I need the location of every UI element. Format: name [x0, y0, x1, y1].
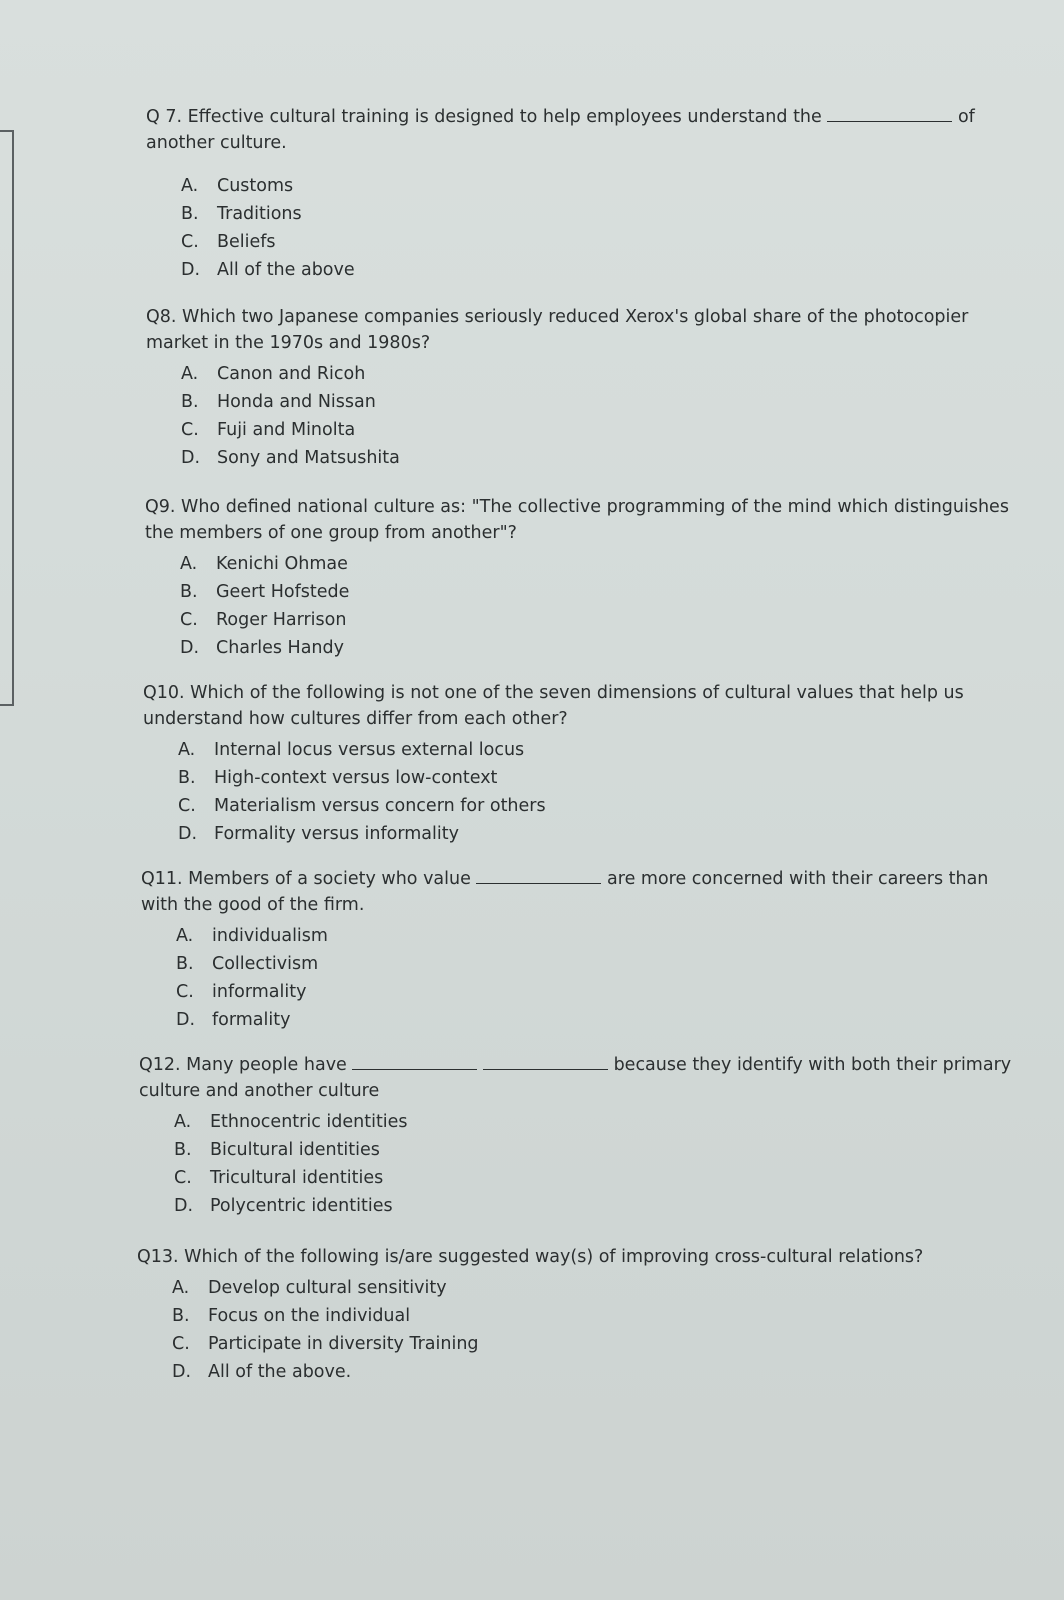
option-text: Charles Handy [216, 638, 344, 658]
option [176, 922, 1021, 950]
option-letter: B. [174, 1140, 192, 1160]
option-text: Kenichi Ohmae [216, 554, 348, 574]
answer-blank [352, 1055, 477, 1070]
option-letter: A. [172, 1278, 190, 1298]
option [181, 444, 986, 472]
question-13-options [172, 1274, 1017, 1386]
option-text: formality [212, 1010, 291, 1030]
answer-blank [483, 1055, 608, 1070]
option-text: Formality versus informality [214, 824, 459, 844]
option-text: Geert Hofstede [216, 582, 350, 602]
question-9 [145, 494, 1015, 662]
question-10-options [178, 736, 973, 848]
option-letter: D. [178, 824, 198, 844]
question-9-stem: Q9. Who defined national culture as: "The collective programming of the mind which distinguishes the members of one group from another"? [145, 497, 1009, 543]
option-letter: B. [172, 1306, 190, 1326]
option-text: Roger Harrison [216, 610, 347, 630]
option-text: Sony and Matsushita [217, 448, 400, 468]
question-8-options [181, 360, 986, 472]
option-letter: D. [172, 1362, 192, 1382]
option-letter: C. [174, 1168, 192, 1188]
option [181, 228, 1026, 256]
option-letter: B. [181, 204, 199, 224]
option-text: Materialism versus concern for others [214, 796, 546, 816]
option [174, 1192, 1024, 1220]
option-text: Customs [217, 176, 294, 196]
option-text: Focus on the individual [208, 1306, 411, 1326]
option [180, 550, 1015, 578]
option [172, 1302, 1017, 1330]
option-letter: B. [178, 768, 196, 788]
question-11 [141, 866, 1021, 1034]
option [172, 1358, 1017, 1386]
option-text: Develop cultural sensitivity [208, 1278, 447, 1298]
option-letter: B. [180, 582, 198, 602]
option-text: Participate in diversity Training [208, 1334, 479, 1354]
question-13-stem: Q13. Which of the following is/are suggested way(s) of improving cross-cultural relations? [137, 1247, 924, 1267]
option-text: Collectivism [212, 954, 319, 974]
option-text: Polycentric identities [210, 1196, 393, 1216]
option [176, 978, 1021, 1006]
answer-blank [476, 869, 601, 884]
option [181, 200, 1026, 228]
question-7-stem [146, 104, 1026, 156]
question-10 [143, 680, 973, 848]
option-letter: A. [180, 554, 198, 574]
question-9-options [180, 550, 1015, 662]
option-text: Honda and Nissan [217, 392, 376, 412]
option-letter: C. [181, 232, 199, 252]
option-text: Fuji and Minolta [217, 420, 356, 440]
question-7-stem-end: of another culture. [146, 107, 975, 153]
option [181, 360, 986, 388]
question-13 [137, 1244, 1017, 1386]
question-11-stem-end: are more concerned with their careers than with the good of the firm. [141, 869, 989, 915]
option-text: Traditions [217, 204, 302, 224]
question-11-stem [141, 866, 1021, 918]
option [181, 256, 1026, 284]
option-letter: C. [172, 1334, 190, 1354]
option [180, 578, 1015, 606]
option [178, 736, 973, 764]
option [181, 416, 986, 444]
option-text: Internal locus versus external locus [214, 740, 525, 760]
option [176, 950, 1021, 978]
question-8-stem: Q8. Which two Japanese companies seriously reduced Xerox's global share of the photocopier market in the 1970s and 1980s? [146, 307, 969, 353]
option-letter: B. [181, 392, 199, 412]
question-11-stem-start: Q11. Members of a society who value [141, 869, 471, 889]
answer-blank [827, 107, 952, 122]
option-letter: C. [180, 610, 198, 630]
option-letter: A. [181, 176, 199, 196]
option-text: Bicultural identities [210, 1140, 380, 1160]
option-text: Tricultural identities [210, 1168, 384, 1188]
option [181, 388, 986, 416]
option-letter: D. [174, 1196, 194, 1216]
option [180, 634, 1015, 662]
option-letter: D. [180, 638, 200, 658]
question-10-stem: Q10. Which of the following is not one of the seven dimensions of cultural values that help us understand how cultures differ from each other? [143, 683, 964, 729]
question-12-options [174, 1108, 1024, 1220]
option-text: All of the above. [208, 1362, 352, 1382]
margin-bracket [0, 130, 14, 706]
option-letter: C. [176, 982, 194, 1002]
option [174, 1164, 1024, 1192]
question-7-stem-start: Q 7. Effective cultural training is designed to help employees understand the [146, 107, 822, 127]
question-12-stem [139, 1052, 1024, 1104]
option-letter: D. [181, 260, 201, 280]
question-7 [146, 104, 1026, 284]
question-11-options [176, 922, 1021, 1034]
option-text: Ethnocentric identities [210, 1112, 408, 1132]
question-12-stem-start: Q12. Many people have [139, 1055, 347, 1075]
option-text: All of the above [217, 260, 355, 280]
option [181, 172, 1026, 200]
option [172, 1330, 1017, 1358]
option [178, 820, 973, 848]
option-letter: D. [176, 1010, 196, 1030]
option [180, 606, 1015, 634]
option-text: Canon and Ricoh [217, 364, 366, 384]
option-text: Beliefs [217, 232, 276, 252]
option-letter: B. [176, 954, 194, 974]
option-text: informality [212, 982, 307, 1002]
option-letter: A. [178, 740, 196, 760]
option-letter: D. [181, 448, 201, 468]
option-text: High-context versus low-context [214, 768, 498, 788]
question-12-stem-end: because they identify with both their primary culture and another culture [139, 1055, 1012, 1101]
option-letter: A. [181, 364, 199, 384]
option [174, 1136, 1024, 1164]
option-letter: C. [181, 420, 199, 440]
option-letter: A. [174, 1112, 192, 1132]
option-letter: C. [178, 796, 196, 816]
option [178, 792, 973, 820]
option [176, 1006, 1021, 1034]
question-8 [146, 304, 986, 472]
option-letter: A. [176, 926, 194, 946]
option-text: individualism [212, 926, 328, 946]
question-7-options [181, 172, 1026, 284]
question-12 [139, 1052, 1024, 1220]
option [178, 764, 973, 792]
option [174, 1108, 1024, 1136]
option [172, 1274, 1017, 1302]
